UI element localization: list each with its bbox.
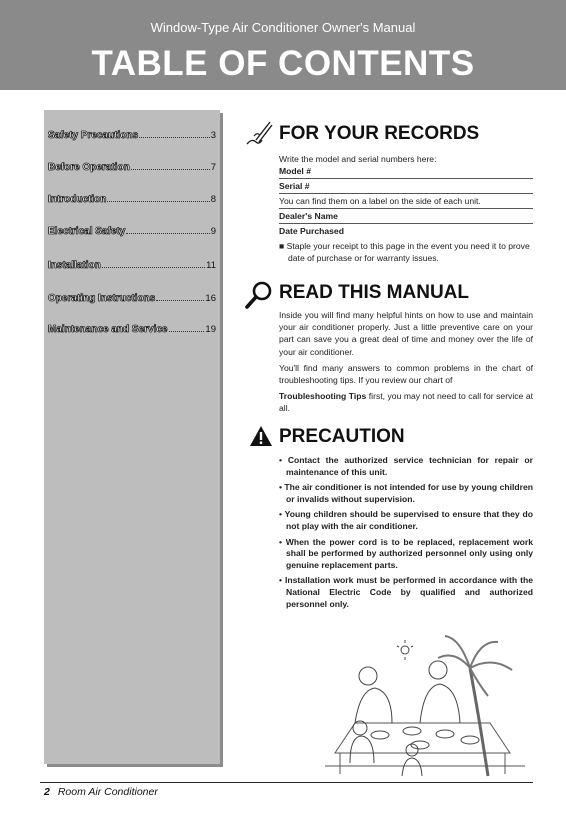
toc-page: 9: [210, 226, 216, 237]
toc-leader: [102, 267, 205, 268]
records-find-text: You can find them on a label on the side of each unit.: [279, 195, 533, 209]
toc-leader: [107, 201, 209, 202]
footer-text: Room Air Conditioner: [57, 786, 158, 798]
toc-leader: [126, 233, 209, 234]
toc-leader: [139, 137, 210, 138]
pen-hand-icon: [244, 118, 274, 148]
manual-paragraph-2: You'll find many answers to common problems in the chart of troubleshooting tips. If you review our chart of: [279, 362, 533, 386]
toc-leader: [156, 300, 204, 301]
square-bullet-icon: ■: [279, 241, 285, 251]
dealer-name-field[interactable]: Dealer's Name: [279, 210, 533, 224]
toc-page: 16: [205, 293, 216, 304]
page-number: 2: [44, 786, 50, 798]
toc-page: 7: [210, 162, 216, 173]
toc-page: 11: [206, 260, 216, 271]
picnic-family-illustration: [320, 628, 545, 778]
toc-item-electrical-safety[interactable]: [48, 226, 216, 237]
serial-number-field[interactable]: Serial #: [279, 180, 533, 194]
toc-title: Introduction: [48, 194, 107, 205]
records-intro: Write the model and serial numbers here:: [279, 154, 437, 164]
manual-title: READ THIS MANUAL: [279, 282, 469, 303]
manual-subtitle: Window-Type Air Conditioner Owner's Manual: [150, 20, 416, 35]
precaution-item: • Young children should be supervised to ensure that they do not play with the air conditioner.: [279, 509, 533, 531]
date-purchased-field[interactable]: Date Purchased: [279, 226, 344, 236]
toc-title: Safety Precautions: [48, 130, 139, 141]
toc-title: Electrical Safety: [48, 226, 126, 237]
toc-leader: [169, 331, 205, 332]
toc-item-safety-precautions[interactable]: [48, 130, 216, 141]
page-header: [0, 0, 566, 90]
toc-leader: [131, 169, 210, 170]
model-number-field[interactable]: Model #: [279, 165, 533, 179]
toc-title: Maintenance and Service: [48, 324, 168, 335]
manual-paragraph-3-rest: first, you may not need to call for service at all.: [279, 391, 533, 414]
toc-page: 3: [210, 130, 216, 141]
precaution-item: • The air conditioner is not intended for use by young children or invalids without supervision.: [279, 482, 533, 504]
precaution-title: PRECAUTION: [279, 426, 405, 447]
troubleshooting-tips-label: Troubleshooting Tips: [279, 391, 367, 402]
toc-title: Operating Instructions: [48, 293, 156, 304]
manual-paragraph-1: Inside you will find many helpful hints on how to use and maintain your air conditioner properly. Just a little preventive care on your part can save you a great deal of time and money over the life of your air conditioner.: [279, 310, 533, 357]
toc-title: Before Operation: [48, 162, 130, 173]
table-of-contents-panel: [44, 110, 220, 764]
toc-item-before-operation[interactable]: [48, 162, 216, 173]
page-title: TABLE OF CONTENTS: [91, 44, 475, 83]
staple-note-text: Staple your receipt to this page in the event you need it to prove date of purchase or for warranty issues.: [286, 241, 530, 264]
precaution-list: [279, 455, 533, 614]
magnifier-icon: [244, 280, 274, 310]
manual-body: [279, 309, 533, 419]
warning-triangle-icon: [249, 425, 273, 447]
records-title: FOR YOUR RECORDS: [279, 123, 480, 144]
toc-item-maintenance-and-service[interactable]: [48, 324, 216, 335]
toc-item-operating-instructions[interactable]: [48, 293, 216, 304]
page-footer: [44, 786, 158, 798]
footer-rule: [40, 782, 533, 783]
toc-item-installation[interactable]: [48, 260, 216, 271]
precaution-item: • Contact the authorized service technician for repair or maintenance of this unit.: [279, 455, 533, 477]
toc-page: 8: [210, 194, 216, 205]
toc-item-introduction[interactable]: [48, 194, 216, 205]
precaution-item: • When the power cord is to be replaced, replacement work shall be performed by authorized personnel only using only genuine replacement parts.: [279, 536, 533, 570]
staple-note: [279, 240, 533, 264]
manual-paragraph-3: [279, 390, 533, 414]
precaution-item: • Installation work must be performed in accordance with the National Electric Code by qualified and authorized personnel only.: [279, 575, 533, 609]
toc-page: 19: [205, 324, 216, 335]
toc-title: Installation: [48, 260, 101, 271]
